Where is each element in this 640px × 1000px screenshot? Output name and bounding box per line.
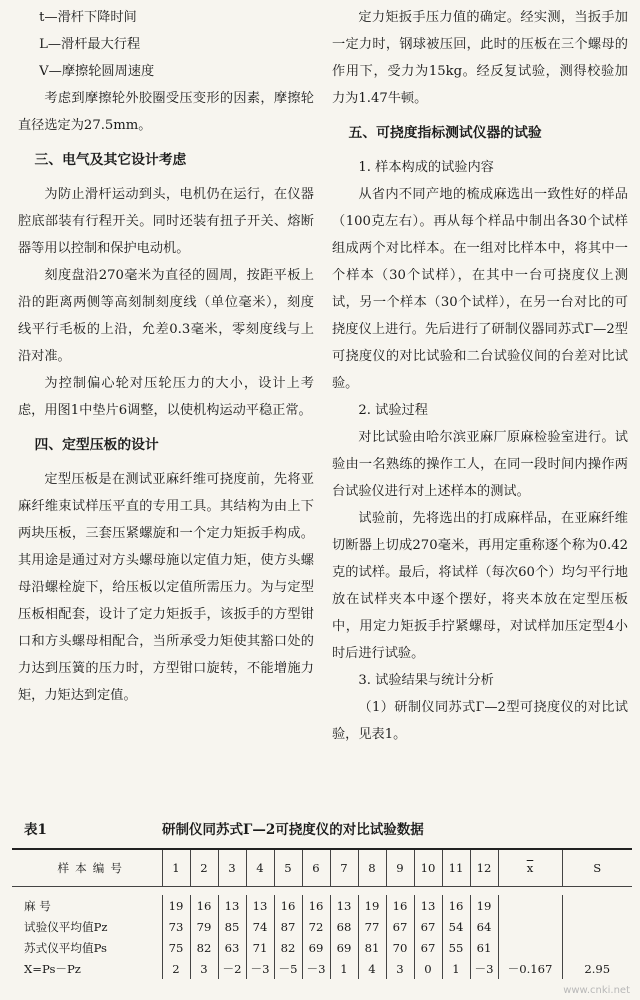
table-cell-mean (498, 895, 562, 916)
table-cell: 16 (442, 895, 470, 916)
table-cell: －3 (470, 958, 498, 979)
table-cell: 67 (414, 937, 442, 958)
table-cell: 1 (330, 958, 358, 979)
table-header-row (12, 849, 632, 887)
section-heading-press-plate: 四、定型压板的设计 (34, 437, 159, 453)
right-column (332, 4, 628, 748)
table-cell: 72 (302, 916, 330, 937)
table-cell: 73 (162, 916, 190, 937)
table-cell: 19 (358, 895, 386, 916)
table-cell-std (562, 916, 632, 937)
table-cell: 79 (190, 916, 218, 937)
table-cell: 64 (470, 916, 498, 937)
table-cell: 13 (414, 895, 442, 916)
table-row (12, 916, 632, 937)
table-number: 表1 (24, 822, 47, 838)
table-body (12, 887, 632, 980)
table-column-header: 12 (470, 849, 498, 887)
table-cell: 75 (162, 937, 190, 958)
paragraph-press-plate: 定型压板是在测试亚麻纤维可挠度前，先将亚麻纤维束试样压平直的专用工具。其结构为由上下两块压板，三套压紧螺旋和一个定力矩扳手构成。其用途是通过对方头螺母施以定值力矩，使方头螺母沿螺栓旋下，给压板以定值所需压力。为与定型压板相配套，设计了定力矩扳手，该扳手的方型钳口和方头螺母相配合，当所承受力矩使其豁口处的力达到压簧的压力时，方型钳口旋转，不能增施力矩，力矩达到定值。 (18, 472, 314, 703)
table-row-label: 苏式仪平均值Ps (24, 940, 108, 955)
table-row-label: X=Ps－Pz (24, 961, 81, 976)
table-cell: 81 (358, 937, 386, 958)
paragraph-sample: 从省内不同产地的梳成麻选出一致性好的样品（100克左右）。再从每个样品中制出各30个试样组成两个对比样本。在一组对比样本中，将其中一个样本（30个试样），在其中一台可挠度仪上测试，另一个样本（30个试样），在另一台对比的可挠度仪上进行。先后进行了研制仪器同苏式Г—2型可挠度仪的对比试验和二台试验仪间的台差对比试验。 (332, 187, 628, 391)
paragraph-process: 对比试验由哈尔滨亚麻厂原麻检验室进行。试验由一名熟练的操作工人，在同一段时间内操作两台试验仪进行对上述样本的测试。 (332, 430, 628, 499)
table-column-header: 11 (442, 849, 470, 887)
table-cell: －2 (218, 958, 246, 979)
table-cell: 3 (190, 958, 218, 979)
table-cell: 61 (470, 937, 498, 958)
comparison-table (12, 848, 632, 979)
table-cell: 13 (246, 895, 274, 916)
table-column-header: 10 (414, 849, 442, 887)
table-cell: 69 (330, 937, 358, 958)
table-column-header: 7 (330, 849, 358, 887)
subheading-sample: 1. 样本构成的试验内容 (358, 160, 494, 175)
variable-definition-V: V—摩擦轮圆周速度 (39, 64, 155, 79)
table-row (12, 895, 632, 916)
table-column-header: 2 (190, 849, 218, 887)
table-cell-mean (498, 937, 562, 958)
table-cell: 13 (218, 895, 246, 916)
table-cell: 85 (218, 916, 246, 937)
table-cell: －3 (302, 958, 330, 979)
table-column-header: 8 (358, 849, 386, 887)
table-header-std: S (562, 849, 632, 887)
table-cell: 69 (302, 937, 330, 958)
table-cell: 71 (246, 937, 274, 958)
paragraph-torque: 定力矩扳手压力值的确定。经实测，当扳手加一定力时，钢球被压回，此时的压板在三个螺母的作用下，受力为15kg。经反复试验，测得校验加力为1.47牛顿。 (332, 10, 628, 106)
table-row (12, 937, 632, 958)
variable-definition-t: t—滑杆下降时间 (39, 10, 137, 25)
table-header-mean: $\overline{x}$ (498, 849, 562, 887)
table-cell: －3 (246, 958, 274, 979)
table-column-header: 4 (246, 849, 274, 887)
table-header-label: 样本编号 (12, 849, 162, 887)
paragraph-dial: 刻度盘沿270毫米为直径的圆周，按距平板上沿的距离两侧等高刻制刻度线（单位毫米），刻度线平行毛板的上沿，允差0.3毫米，零刻度线与上沿对准。 (18, 268, 314, 364)
table-cell: 16 (302, 895, 330, 916)
table-cell: 55 (442, 937, 470, 958)
table-cell: 70 (386, 937, 414, 958)
table-column-header: 6 (302, 849, 330, 887)
table-column-header: 9 (386, 849, 414, 887)
table-cell: 67 (386, 916, 414, 937)
table-cell: －5 (274, 958, 302, 979)
left-column (18, 4, 314, 709)
watermark: www.cnki.net (563, 985, 630, 996)
table-title: 研制仪同苏式Г—2可挠度仪的对比试验数据 (162, 822, 424, 838)
table-column-header: 5 (274, 849, 302, 887)
table-column-header: 3 (218, 849, 246, 887)
section-heading-electrical: 三、电气及其它设计考虑 (34, 152, 187, 168)
table-cell: 77 (358, 916, 386, 937)
table-cell: 3 (386, 958, 414, 979)
table-cell-std (562, 937, 632, 958)
paragraph-motor: 为防止滑杆运动到头，电机仍在运行，在仪器腔底部装有行程开关。同时还装有扭子开关、熔断器等用以控制和保护电动机。 (18, 187, 314, 256)
table-cell: 82 (190, 937, 218, 958)
table-cell: 16 (274, 895, 302, 916)
table-column-header: 1 (162, 849, 190, 887)
table-row-label: 试验仪平均值Pz (24, 919, 108, 934)
table-cell: 4 (358, 958, 386, 979)
table-cell: 13 (330, 895, 358, 916)
table-cell: 16 (386, 895, 414, 916)
table-cell: 54 (442, 916, 470, 937)
table-spacer-cell (12, 887, 632, 896)
table-cell: 2 (162, 958, 190, 979)
table-row (12, 958, 632, 979)
paragraph-before-test: 试验前，先将选出的打成麻样品，在亚麻纤维切断器上切成270毫米，再用定重称逐个称为0.42克的试样。最后，将试样（每次60个）均匀平行地放在试样夹本中逐个摆好，将夹本放在定型压板中，用定力矩扳手拧紧螺母，对试样加压定型4小时后进行试验。 (332, 511, 628, 661)
table-cell: 19 (470, 895, 498, 916)
table-cell: 87 (274, 916, 302, 937)
table-cell-std (562, 895, 632, 916)
table-cell: 82 (274, 937, 302, 958)
table-cell: 68 (330, 916, 358, 937)
table-cell: 0 (414, 958, 442, 979)
section-heading-testing: 五、可挠度指标测试仪器的试验 (348, 125, 542, 141)
table-row-label: 麻 号 (24, 898, 51, 913)
paragraph-eccentric: 为控制偏心轮对压轮压力的大小，设计上考虑，用图1中垫片6调整，以使机构运动平稳正常。 (18, 376, 314, 418)
table-cell: 63 (218, 937, 246, 958)
table-cell: 19 (162, 895, 190, 916)
table-cell: 16 (190, 895, 218, 916)
variable-definition-L: L—滑杆最大行程 (39, 37, 141, 52)
table-cell-mean (498, 916, 562, 937)
paragraph-results: （1）研制仪同苏式Г—2型可挠度仪的对比试验，见表1。 (332, 700, 628, 742)
table-spacer-row (12, 887, 632, 896)
table-cell: 67 (414, 916, 442, 937)
table-cell: 74 (246, 916, 274, 937)
table-cell-std: 2.95 (562, 958, 632, 979)
subheading-process: 2. 试验过程 (358, 403, 428, 418)
subheading-results: 3. 试验结果与统计分析 (358, 673, 494, 688)
paragraph-friction-wheel: 考虑到摩擦轮外胶圈受压变形的因素，摩擦轮直径选定为27.5mm。 (18, 91, 314, 133)
table-cell: 1 (442, 958, 470, 979)
table-cell-mean: －0.167 (498, 958, 562, 979)
